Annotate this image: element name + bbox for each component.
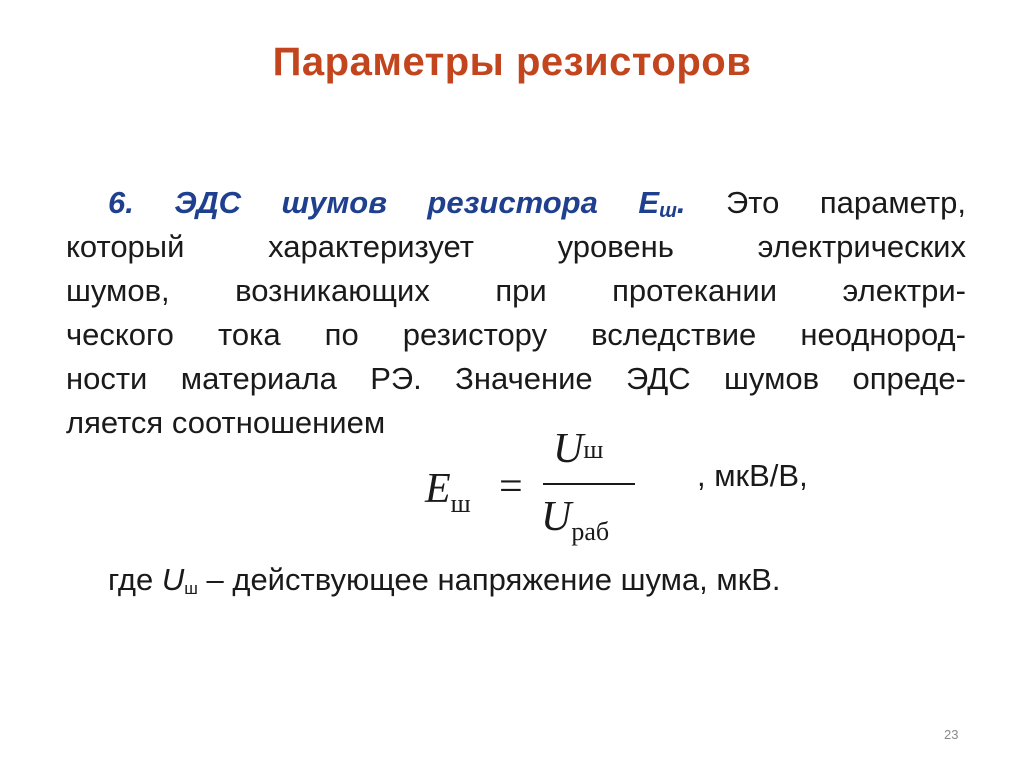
word: шумов bbox=[724, 361, 820, 396]
word: ческого bbox=[66, 317, 174, 352]
word: неоднород- bbox=[800, 317, 966, 352]
word: опреде- bbox=[852, 361, 966, 396]
word: электри- bbox=[842, 273, 966, 308]
word: вследствие bbox=[591, 317, 757, 352]
where-text: – действующее напряжение шума, мкВ. bbox=[197, 562, 781, 597]
word: шумов, bbox=[66, 273, 170, 308]
definition-paragraph bbox=[66, 181, 966, 445]
where-symbol: U bbox=[161, 562, 185, 597]
word: по bbox=[324, 317, 359, 352]
word: материала bbox=[180, 361, 337, 396]
formula-numerator: Uш bbox=[553, 426, 604, 472]
line1-word-1: Это bbox=[725, 185, 780, 220]
word: при bbox=[495, 273, 547, 308]
paragraph-line-4 bbox=[66, 313, 966, 357]
paragraph-line-1 bbox=[66, 181, 966, 225]
word: электрических bbox=[757, 229, 966, 264]
fraction-bar bbox=[543, 483, 635, 485]
where-prefix: где bbox=[108, 562, 162, 597]
word: характеризует bbox=[268, 229, 474, 264]
word: резистору bbox=[402, 317, 548, 352]
word: ляется bbox=[66, 405, 164, 440]
term-word-2: шумов bbox=[281, 185, 387, 220]
formula-lhs: $E_ш$ bbox=[425, 466, 471, 518]
word: протекании bbox=[612, 273, 778, 308]
where-symbol-sub: ш bbox=[184, 579, 198, 598]
word: ности bbox=[66, 361, 148, 396]
word: ЭДС bbox=[626, 361, 691, 396]
term-word-3: резистора bbox=[427, 185, 598, 220]
word: соотношением bbox=[171, 405, 386, 440]
slide-title: Параметры резисторов bbox=[272, 40, 752, 84]
line1-word-2: параметр, bbox=[819, 185, 966, 220]
paragraph-line-2 bbox=[66, 225, 966, 269]
formula-denominator: $U_{раб}$ bbox=[541, 494, 610, 546]
noise-emf-formula bbox=[425, 425, 655, 555]
word: уровень bbox=[557, 229, 674, 264]
word: РЭ. bbox=[370, 361, 422, 396]
formula-unit: , мкВ/В, bbox=[697, 458, 808, 493]
formula-equals: = bbox=[499, 464, 523, 510]
paragraph-line-5 bbox=[66, 357, 966, 401]
word: возникающих bbox=[235, 273, 430, 308]
item-number: 6. bbox=[108, 185, 134, 220]
word: который bbox=[66, 229, 185, 264]
word: Значение bbox=[455, 361, 593, 396]
word: тока bbox=[218, 317, 281, 352]
page-number: 23 bbox=[944, 727, 959, 742]
where-clause bbox=[108, 562, 781, 599]
term-symbol: $E_ш$. bbox=[638, 185, 686, 222]
paragraph-line-3 bbox=[66, 269, 966, 313]
term-word-1: ЭДС bbox=[174, 185, 242, 220]
